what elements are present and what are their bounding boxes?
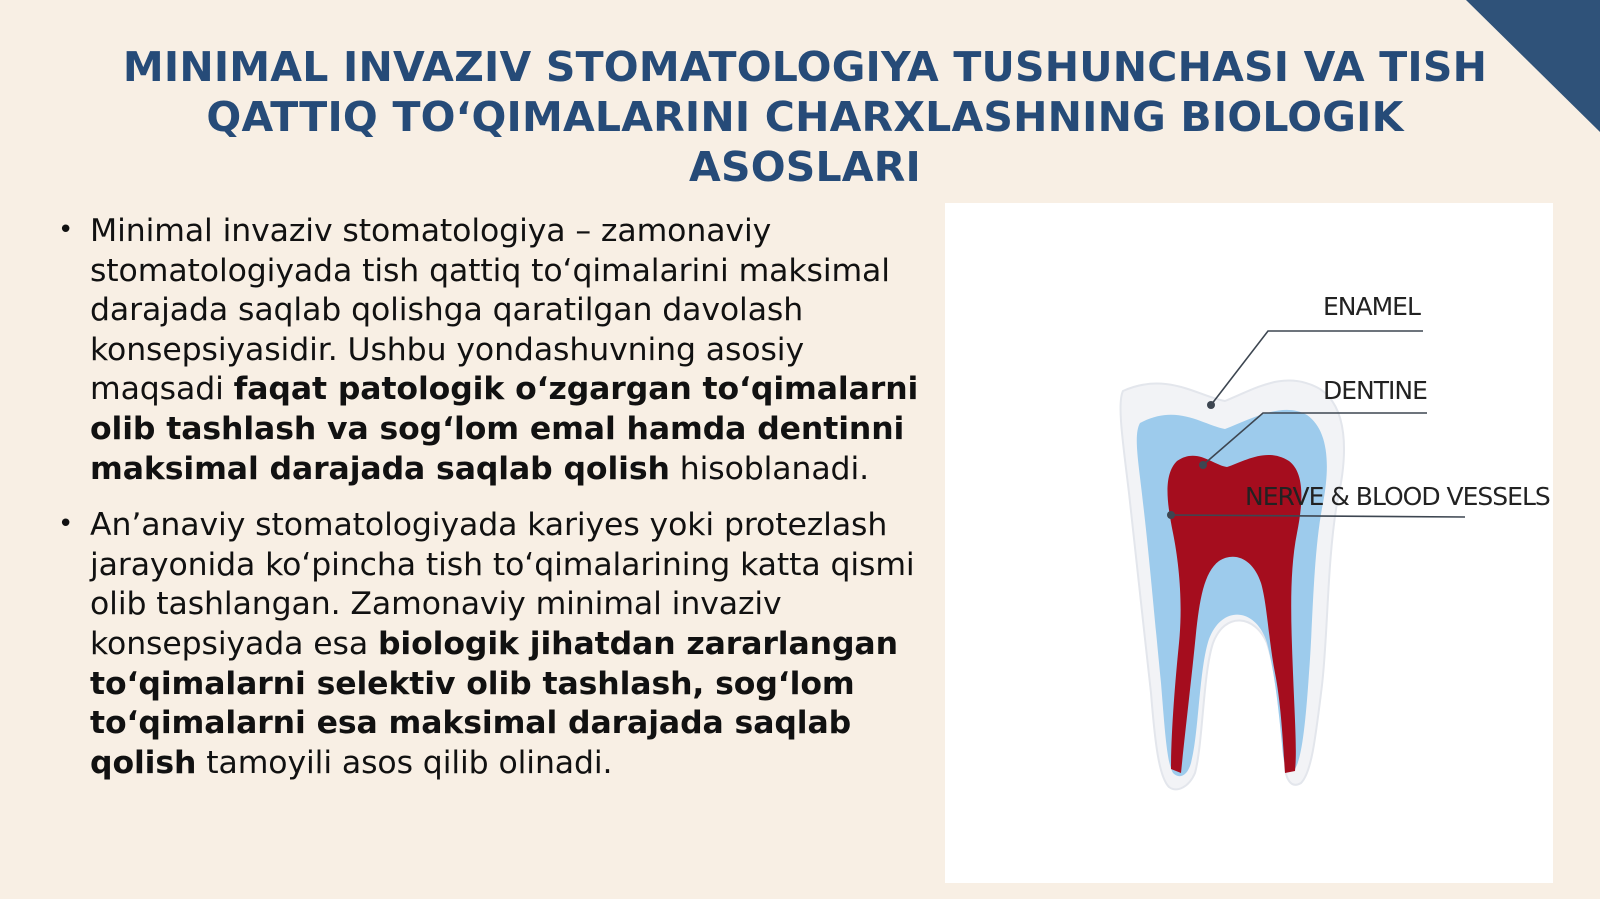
bullet-text: tamoyili asos qilib olinadi. [196, 744, 613, 781]
tooth-dentine [1137, 410, 1327, 776]
bullet-item [58, 506, 928, 783]
tooth-diagram [945, 203, 1553, 883]
bullet-bold-text: biologik jihatdan zararlangan to‘qimalarni selektiv olib tashlash, sog‘lom to‘qimalarni esa maksimal darajada saqlab qolish [90, 625, 898, 781]
bullet-text: Minimal invaziv stomatologiya – zamonaviy stomatologiyada tish qattiq to‘qimalarini maksimal darajada saqlab qolishga qaratilgan davolash konsepsiyasidir. Ushbu yondashuvning asosiy maqsadi [90, 213, 890, 408]
nerve-label: NERVE & BLOOD VESSELS [1245, 482, 1550, 511]
bullet-marker: • [58, 509, 74, 540]
tooth-diagram-panel [945, 203, 1553, 883]
bullet-marker: • [58, 215, 74, 245]
bullet-text: hisoblanadi. [669, 450, 870, 487]
bullet-text: An’anaviy stomatologiyada kariyes yoki protezlash jarayonida ko‘pincha tish to‘qimalarining katta qismi olib tashlangan. Zamonaviy minimal invaziv konsepsiyada esa [90, 507, 915, 662]
bullet-bold-text: faqat patologik o‘zgargan to‘qimalarni olib tashlash va sog‘lom emal hamda dentinni maksimal darajada saqlab qolish [90, 371, 919, 487]
slide-title: MINIMAL INVAZIV STOMATOLOGIYA TUSHUNCHASI VA TISH QATTIQ TO‘QIMALARINI CHARXLASHNING BIOLOGIK ASOSLARI [122, 43, 1488, 191]
bullet-item [58, 212, 928, 489]
enamel-leader-dot [1207, 401, 1215, 409]
dentine-label: DENTINE [1323, 376, 1427, 405]
bullet-list [58, 212, 928, 783]
dentine-leader-dot [1199, 461, 1207, 469]
nerve-leader-dot [1167, 511, 1175, 519]
enamel-label: ENAMEL [1323, 292, 1420, 321]
